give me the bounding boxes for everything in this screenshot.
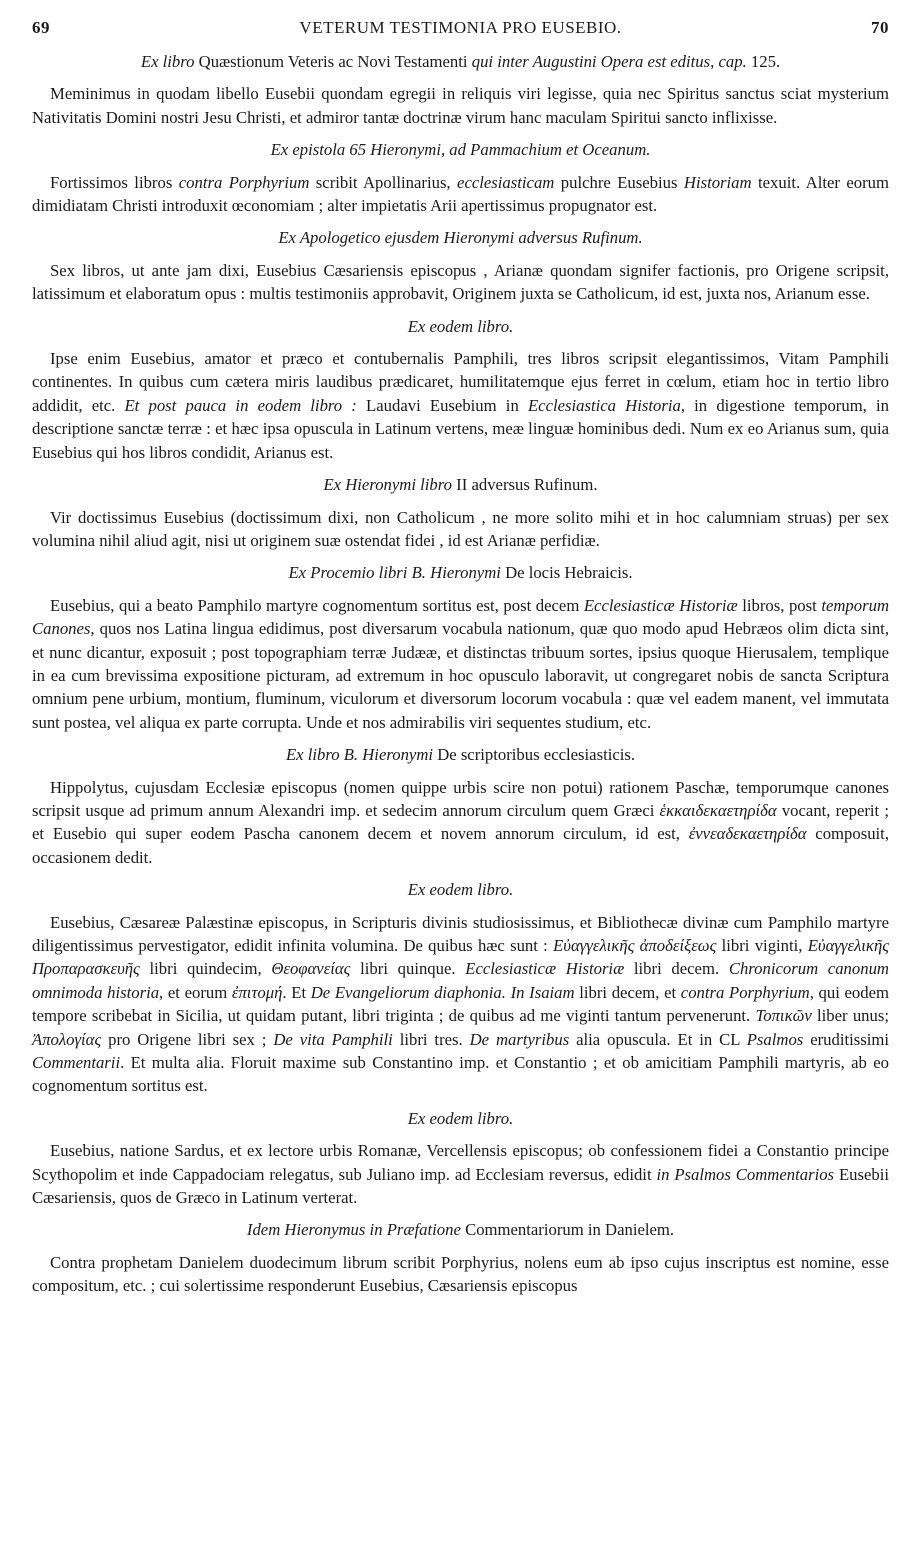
text-run: . Et — [282, 982, 311, 1002]
text-run: , in digestione temporum, in descriptione sanctæ terræ : et hæc ipsa opuscula in Latinum vertens, meæ linguæ hominibus dedi. Num ex eo Arianus sum, quia Eusebius qui hos libros condidit, Arianus est. — [32, 395, 889, 462]
text-run: temporum Canones — [32, 595, 889, 639]
text-run: Idem Hieronymus in Præfatione — [246, 1220, 466, 1240]
section-heading — [32, 473, 889, 496]
text-run: Eusebius, Cæsareæ Palæstinæ episcopus, in Scripturis divinis studiosissimus, et Bibliothecæ divinæ cum Pamphilo martyre diligentissimus pervestigator, edidit infinita volumina. De quibus hæc sunt : — [32, 912, 889, 955]
text-run: De scriptoribus ecclesiasticis. — [437, 745, 636, 765]
text-run: qui inter Augustini Opera est editus, cap. — [471, 52, 751, 71]
text-run: contra Porphyrium — [178, 172, 310, 192]
text-run: Eusebii Cæsariensis, quos de Græco in Latinum verterat. — [32, 1164, 890, 1208]
text-run: ecclesiasticam — [457, 172, 555, 192]
text-run: composuit, occasionem dedit. — [32, 824, 889, 867]
text-run: ἑκκαιδεκαετηρίδα — [659, 800, 777, 820]
section-heading — [32, 878, 889, 901]
text-run: Ex epistola 65 Hieronymi, ad Pammachium et Oceanum. — [270, 140, 651, 160]
body-paragraph — [32, 82, 889, 129]
text-run: ἐπιτομή — [231, 982, 283, 1002]
section-heading — [32, 226, 889, 249]
text-run: ἐννεαδεκαετηρίδα — [688, 824, 807, 844]
running-header — [32, 18, 889, 42]
body-paragraph — [32, 1139, 889, 1209]
body-paragraph — [32, 347, 889, 464]
text-run: . Et multa alia. Floruit maxime sub Constantino imp. et Constantio ; et ob amicitiam Pamphili martyris, ab eo cognomentum sortitus est. — [32, 1053, 889, 1096]
text-run: libri viginti, — [716, 936, 808, 955]
text-run: Meminimus in quodam libello Eusebii quondam egregii in reliquis viri legisse, quia nec Spiritus sanctus sciat mysterium Nativitatis Domini nostri Jesu Christi, et admiror tantæ doctrinæ virum hanc maculam Spiritui sancto inflixisse. — [32, 84, 889, 127]
text-run: Ἀπολογίας — [32, 1029, 102, 1049]
text-run: Psalmos — [746, 1029, 804, 1049]
text-run: Θεοφανείας — [271, 959, 351, 979]
text-run: libri quinque. — [350, 959, 466, 979]
section-heading — [32, 138, 889, 161]
text-run: liber unus; — [811, 1006, 889, 1026]
text-run: De locis Hebraicis. — [505, 563, 633, 583]
text-run: libri quindecim, — [139, 959, 272, 979]
text-run: texuit. Alter eorum dimidiatam Christi introduxit œconomiam ; alter impietatis Arii apertissimus propugnator est. — [32, 172, 889, 216]
text-run: Eusebius, qui a beato Pamphilo martyre cognomentum sortitus est, post decem — [50, 595, 584, 615]
text-run: Ex Hieronymi libro — [323, 475, 457, 495]
text-run: libri tres. — [392, 1029, 470, 1049]
body-paragraph — [32, 259, 889, 306]
text-run: Ex Procemio libri B. Hieronymi — [288, 563, 506, 583]
section-heading — [32, 1218, 889, 1241]
section-heading — [32, 743, 889, 766]
text-run: Historiam — [683, 172, 752, 192]
text-run: Contra prophetam Danielem duodecimum librum scribit Porphyrius, nolens eum ab ipso cujus inscriptus est nomine, esse compositum, etc. ; cui solertissime responderunt Eusebius, Cæsariensis episcopus — [32, 1252, 889, 1296]
text-run: Chronicorum canonum omnimoda historia — [32, 959, 889, 1002]
body-paragraph — [32, 1251, 889, 1298]
text-run: Ecclesiastica Historia — [527, 395, 681, 415]
text-run: libri decem. — [624, 959, 729, 979]
text-run: eruditissimi — [803, 1029, 890, 1049]
section-heading — [32, 315, 889, 338]
running-title: VETERUM TESTIMONIA PRO EUSEBIO. — [299, 18, 622, 37]
body-paragraph — [32, 911, 889, 1098]
text-run: Fortissimos libros — [50, 172, 179, 192]
body-paragraph — [32, 776, 889, 870]
text-run: pulchre Eusebius — [554, 172, 684, 192]
text-run: Εὐαγγελικῆς Προπαρασκευῆς — [32, 936, 889, 979]
text-run: Commentariorum in Danielem. — [465, 1220, 675, 1240]
text-run: alia opuscula. Et in CL — [569, 1029, 747, 1049]
body-paragraph — [32, 171, 889, 218]
text-run: Sex libros, ut ante jam dixi, Eusebius Cæsariensis episcopus , Arianæ quondam signifer factionis, pro Origene scripsit, latissimum et elaboratum opus : multis testimoniis approbavit, Originem juxta se Catholicum, id est, juxta nos, Arianum esse. — [32, 260, 889, 304]
text-run: libri decem, et — [574, 982, 681, 1002]
text-run: Τοπικῶν — [755, 1006, 812, 1026]
text-run: , qui eodem tempore scribebat in Sicilia, ut quidam putant, libri triginta ; de quibus ad me viginti tantum pervenerunt. — [32, 982, 889, 1026]
text-run: vocant, reperit ; et Eusebio qui super eodem Pascha canonem decem et novem annorum circulum, id est, — [32, 800, 889, 844]
section-heading — [32, 1107, 889, 1130]
section-heading — [32, 561, 889, 584]
text-run: Ex eodem libro. — [407, 880, 514, 900]
text-run: Ex eodem libro. — [407, 1108, 514, 1128]
text-run: Vir doctissimus Eusebius (doctissimum dixi, non Catholicum , ne more solito mihi et in hoc calumniam struas) per sex volumina nihil aliud agit, nisi ut originem suæ ostendat fidei , id est Arianæ perfidiæ. — [32, 507, 889, 550]
page-number-left: 69 — [32, 18, 50, 37]
text-run: Commentarii — [32, 1053, 121, 1073]
text-run: pro Origene libri sex ; — [101, 1029, 274, 1049]
body-paragraph — [32, 506, 889, 553]
text-run: scribit Apollinarius, — [309, 172, 458, 192]
text-run: De vita Pamphili — [273, 1029, 393, 1049]
text-run: Quæstionum Veteris ac Novi Testamenti — [198, 52, 472, 71]
text-run: Ipse enim Eusebius, amator et præco et contubernalis Pamphili, tres libros scripsit elegantissimos, Vitam Pamphili continentes. In quibus cum cætera miris laudibus prædicaret, humilitatemque ejus ferret in cœlum, etiam hoc in tertio libro addidit, etc. — [32, 349, 889, 415]
text-run: Ex eodem libro. — [407, 316, 514, 336]
text-run: Ex libro — [140, 52, 199, 71]
text-run: De martyribus — [469, 1029, 570, 1049]
text-run: , et eorum — [159, 982, 232, 1002]
text-run: Eusebius, natione Sardus, et ex lectore urbis Romanæ, Vercellensis episcopus; ob confessionem fidei a Constantio principe Scythopolim et inde Cappadociam relegatus, sub Juliano imp. ad Ecclesiam reversus, edidit — [32, 1141, 889, 1184]
text-run: 125. — [750, 52, 781, 71]
text-run: Ex libro B. Hieronymi — [285, 745, 438, 765]
body-paragraph — [32, 594, 889, 734]
section-heading — [32, 50, 889, 73]
text-run: Ecclesiasticæ Historiæ — [583, 595, 738, 615]
text-run: Ex Apologetico ejusdem Hieronymi adversus Rufinum. — [278, 228, 643, 248]
page-number-right: 70 — [871, 18, 889, 37]
text-run: Ecclesiasticæ Historiæ — [465, 959, 625, 979]
text-run: contra Porphyrium — [680, 982, 810, 1002]
text-run: Et post pauca in eodem libro : — [124, 395, 357, 415]
text-run: De Evangeliorum diaphonia. In Isaiam — [310, 982, 575, 1002]
text-run: in Psalmos Commentarios — [656, 1164, 835, 1184]
text-run: Hippolytus, cujusdam Ecclesiæ episcopus (nomen quippe urbis scire non potui) rationem Paschæ, temporumque canones scripsit usque ad primum annum Alexandri imp. et sedecim annorum circulum quem Græci — [32, 777, 889, 820]
text-run: , quos nos Latina lingua edidimus, post diversarum vocabula nationum, quæ quo modo apud Hebræos olim dicta sint, et nunc dicantur, exposuit ; post topographiam terræ Judææ, et distinctas tribuum sortes, ipsius quoque Hierusalem, templique in ea cum brevissima expositione picturam, ad extremum in hoc opusculo laboravit, ut congregaret nobis de sancta Scriptura omnium pene urbium, montium, fluminum, viculorum et diversorum locorum vocabula : quæ vel eadem manent, vel immutata sunt postea, vel aliqua ex parte corrupta. Unde et nos admirabilis viri sequentes studium, etc. — [32, 619, 889, 732]
text-run: libros, post — [737, 595, 822, 615]
text-run: Εὐαγγελικῆς ἀποδείξεως — [553, 936, 717, 955]
text-run: Laudavi Eusebium in — [356, 395, 528, 415]
text-run: II adversus Rufinum. — [456, 475, 598, 495]
text-body — [32, 50, 889, 1307]
